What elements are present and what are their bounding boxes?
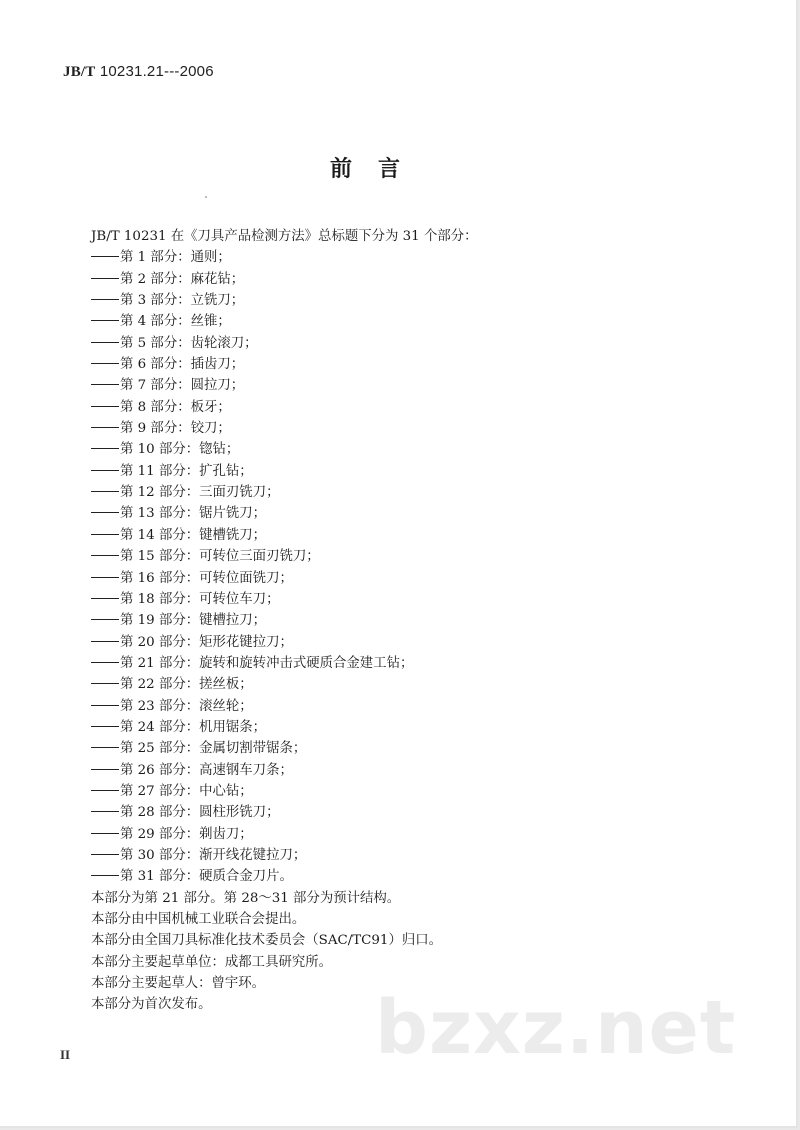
part-name: 剃齿刀； <box>199 826 253 842</box>
note-line: 本部分主要起草人：曾宇环。 <box>91 976 266 992</box>
part-list-item <box>91 781 741 802</box>
part-name: 旋转和旋转冲击式硬质合金建工钻； <box>199 655 414 671</box>
part-list-item <box>91 610 741 631</box>
em-dash-bullet <box>91 747 119 748</box>
part-label: 第 24 部分： <box>120 719 200 735</box>
part-list-item <box>91 568 741 589</box>
part-name: 圆拉刀； <box>190 378 245 394</box>
intro-paragraph: JB/T 10231 在《刀具产品检测方法》总标题下分为 31 个部分： <box>91 229 478 244</box>
part-name: 滚丝轮； <box>199 698 253 714</box>
scan-speck <box>205 196 207 198</box>
part-label: 第 18 部分： <box>120 591 200 607</box>
part-label: 第 12 部分： <box>120 485 200 501</box>
part-label: 第 9 部分： <box>120 421 191 437</box>
part-label: 第 5 部分： <box>120 335 191 351</box>
page-title: 前言 <box>330 157 427 182</box>
em-dash-bullet <box>91 363 119 364</box>
part-name: 锪钻； <box>199 442 240 458</box>
part-list-item <box>91 802 741 823</box>
part-list-item <box>91 354 741 375</box>
em-dash-bullet <box>91 555 119 556</box>
document-code-prefix: JB/T <box>63 64 96 80</box>
em-dash-bullet <box>91 512 119 513</box>
note-line: 本部分由全国刀具标准化技术委员会（SAC/TC91）归口。 <box>91 933 443 949</box>
part-list-item <box>91 311 741 332</box>
part-name: 键槽铣刀； <box>199 527 267 543</box>
part-label: 第 26 部分： <box>120 762 200 778</box>
part-name: 板牙； <box>190 399 231 415</box>
part-list-item <box>91 589 741 610</box>
em-dash-bullet <box>91 491 119 492</box>
em-dash-bullet <box>91 320 119 321</box>
part-list-item <box>91 866 741 887</box>
em-dash-bullet <box>91 470 119 471</box>
part-label: 第 29 部分： <box>120 826 200 842</box>
part-name: 锯片铣刀； <box>199 506 267 522</box>
em-dash-bullet <box>91 577 119 578</box>
part-list-item <box>91 525 741 546</box>
part-list-item <box>91 290 741 311</box>
foreword-body <box>91 226 741 1016</box>
note-line: 本部分为首次发布。 <box>91 997 212 1013</box>
em-dash-bullet <box>91 726 119 727</box>
part-name: 麻花钻； <box>190 271 245 287</box>
document-code <box>63 63 214 81</box>
part-label: 第 22 部分： <box>120 677 200 693</box>
em-dash-bullet <box>91 256 119 257</box>
note-line: 本部分由中国机械工业联合会提出。 <box>91 912 306 927</box>
em-dash-bullet <box>91 769 119 770</box>
em-dash-bullet <box>91 534 119 535</box>
part-list-item <box>91 482 741 503</box>
part-list-item <box>91 439 741 460</box>
part-name: 通则； <box>190 250 231 266</box>
part-label: 第 2 部分： <box>120 271 191 287</box>
part-label: 第 19 部分： <box>120 613 200 629</box>
part-name: 机用锯条； <box>199 719 267 735</box>
part-label: 第 1 部分： <box>120 250 191 266</box>
em-dash-bullet <box>91 683 119 684</box>
part-label: 第 31 部分： <box>120 869 200 885</box>
part-list-item <box>91 418 741 439</box>
part-label: 第 14 部分： <box>120 527 200 543</box>
part-label: 第 30 部分： <box>120 847 200 863</box>
watermark: bzxz.net <box>375 985 737 1071</box>
part-name: 三面刃铣刀； <box>199 485 280 501</box>
part-list-item <box>91 333 741 354</box>
part-label: 第 13 部分： <box>120 506 200 522</box>
em-dash-bullet <box>91 705 119 706</box>
part-list-item <box>91 845 741 866</box>
em-dash-bullet <box>91 811 119 812</box>
part-name: 扩孔钻； <box>199 463 253 479</box>
em-dash-bullet <box>91 406 119 407</box>
document-code-number: 10231.21---2006 <box>95 63 214 80</box>
part-name: 圆柱形铣刀； <box>199 805 280 821</box>
em-dash-bullet <box>91 342 119 343</box>
part-label: 第 20 部分： <box>120 634 200 650</box>
part-name: 硬质合金刀片。 <box>199 869 293 885</box>
em-dash-bullet <box>91 641 119 642</box>
part-name: 高速钢车刀条； <box>199 762 293 778</box>
part-name: 可转位车刀； <box>199 591 280 607</box>
part-name: 渐开线花键拉刀； <box>199 847 307 863</box>
em-dash-bullet <box>91 662 119 663</box>
part-name: 齿轮滚刀； <box>190 335 258 351</box>
part-list-item <box>91 269 741 290</box>
part-list-item <box>91 674 741 695</box>
part-list-item <box>91 461 741 482</box>
part-label: 第 23 部分： <box>120 698 200 714</box>
note-line: 本部分为第 21 部分。第 28～31 部分为预计结构。 <box>91 890 401 906</box>
em-dash-bullet <box>91 598 119 599</box>
part-list-item <box>91 824 741 845</box>
part-name: 键槽拉刀； <box>199 613 267 629</box>
part-label: 第 7 部分： <box>120 378 191 394</box>
part-name: 金属切割带锯条； <box>199 741 307 757</box>
part-list-item <box>91 247 741 268</box>
part-list-item <box>91 375 741 396</box>
part-list-item <box>91 503 741 524</box>
part-list-item <box>91 632 741 653</box>
part-label: 第 28 部分： <box>120 805 200 821</box>
part-name: 铰刀； <box>190 421 231 437</box>
em-dash-bullet <box>91 384 119 385</box>
parts-list <box>91 247 741 887</box>
part-label: 第 15 部分： <box>120 549 200 565</box>
page-number: II <box>60 1047 71 1062</box>
em-dash-bullet <box>91 875 119 876</box>
part-list-item <box>91 738 741 759</box>
note-line: 本部分主要起草单位：成都工具研究所。 <box>91 954 333 970</box>
em-dash-bullet <box>91 854 119 855</box>
em-dash-bullet <box>91 299 119 300</box>
part-name: 立铣刀； <box>190 293 245 309</box>
part-label: 第 3 部分： <box>120 293 191 309</box>
part-name: 丝锥； <box>190 314 231 330</box>
em-dash-bullet <box>91 790 119 791</box>
part-label: 第 16 部分： <box>120 570 200 586</box>
part-name: 中心钻； <box>199 783 253 799</box>
em-dash-bullet <box>91 619 119 620</box>
part-label: 第 4 部分： <box>120 314 191 330</box>
part-label: 第 27 部分： <box>120 783 200 799</box>
em-dash-bullet <box>91 278 119 279</box>
part-list-item <box>91 760 741 781</box>
em-dash-bullet <box>91 448 119 449</box>
part-name: 矩形花键拉刀； <box>199 634 293 650</box>
part-label: 第 10 部分： <box>120 442 200 458</box>
part-name: 搓丝板； <box>199 677 253 693</box>
em-dash-bullet <box>91 427 119 428</box>
part-label: 第 8 部分： <box>120 399 191 415</box>
part-list-item <box>91 696 741 717</box>
part-label: 第 21 部分： <box>120 655 200 671</box>
part-name: 插齿刀； <box>190 357 245 373</box>
part-list-item <box>91 546 741 567</box>
part-list-item <box>91 653 741 674</box>
part-label: 第 25 部分： <box>120 741 200 757</box>
part-name: 可转位面铣刀； <box>199 570 293 586</box>
part-label: 第 11 部分： <box>120 463 200 479</box>
part-name: 可转位三面刃铣刀； <box>199 549 320 565</box>
part-label: 第 6 部分： <box>120 357 191 373</box>
em-dash-bullet <box>91 833 119 834</box>
part-list-item <box>91 717 741 738</box>
part-list-item <box>91 397 741 418</box>
